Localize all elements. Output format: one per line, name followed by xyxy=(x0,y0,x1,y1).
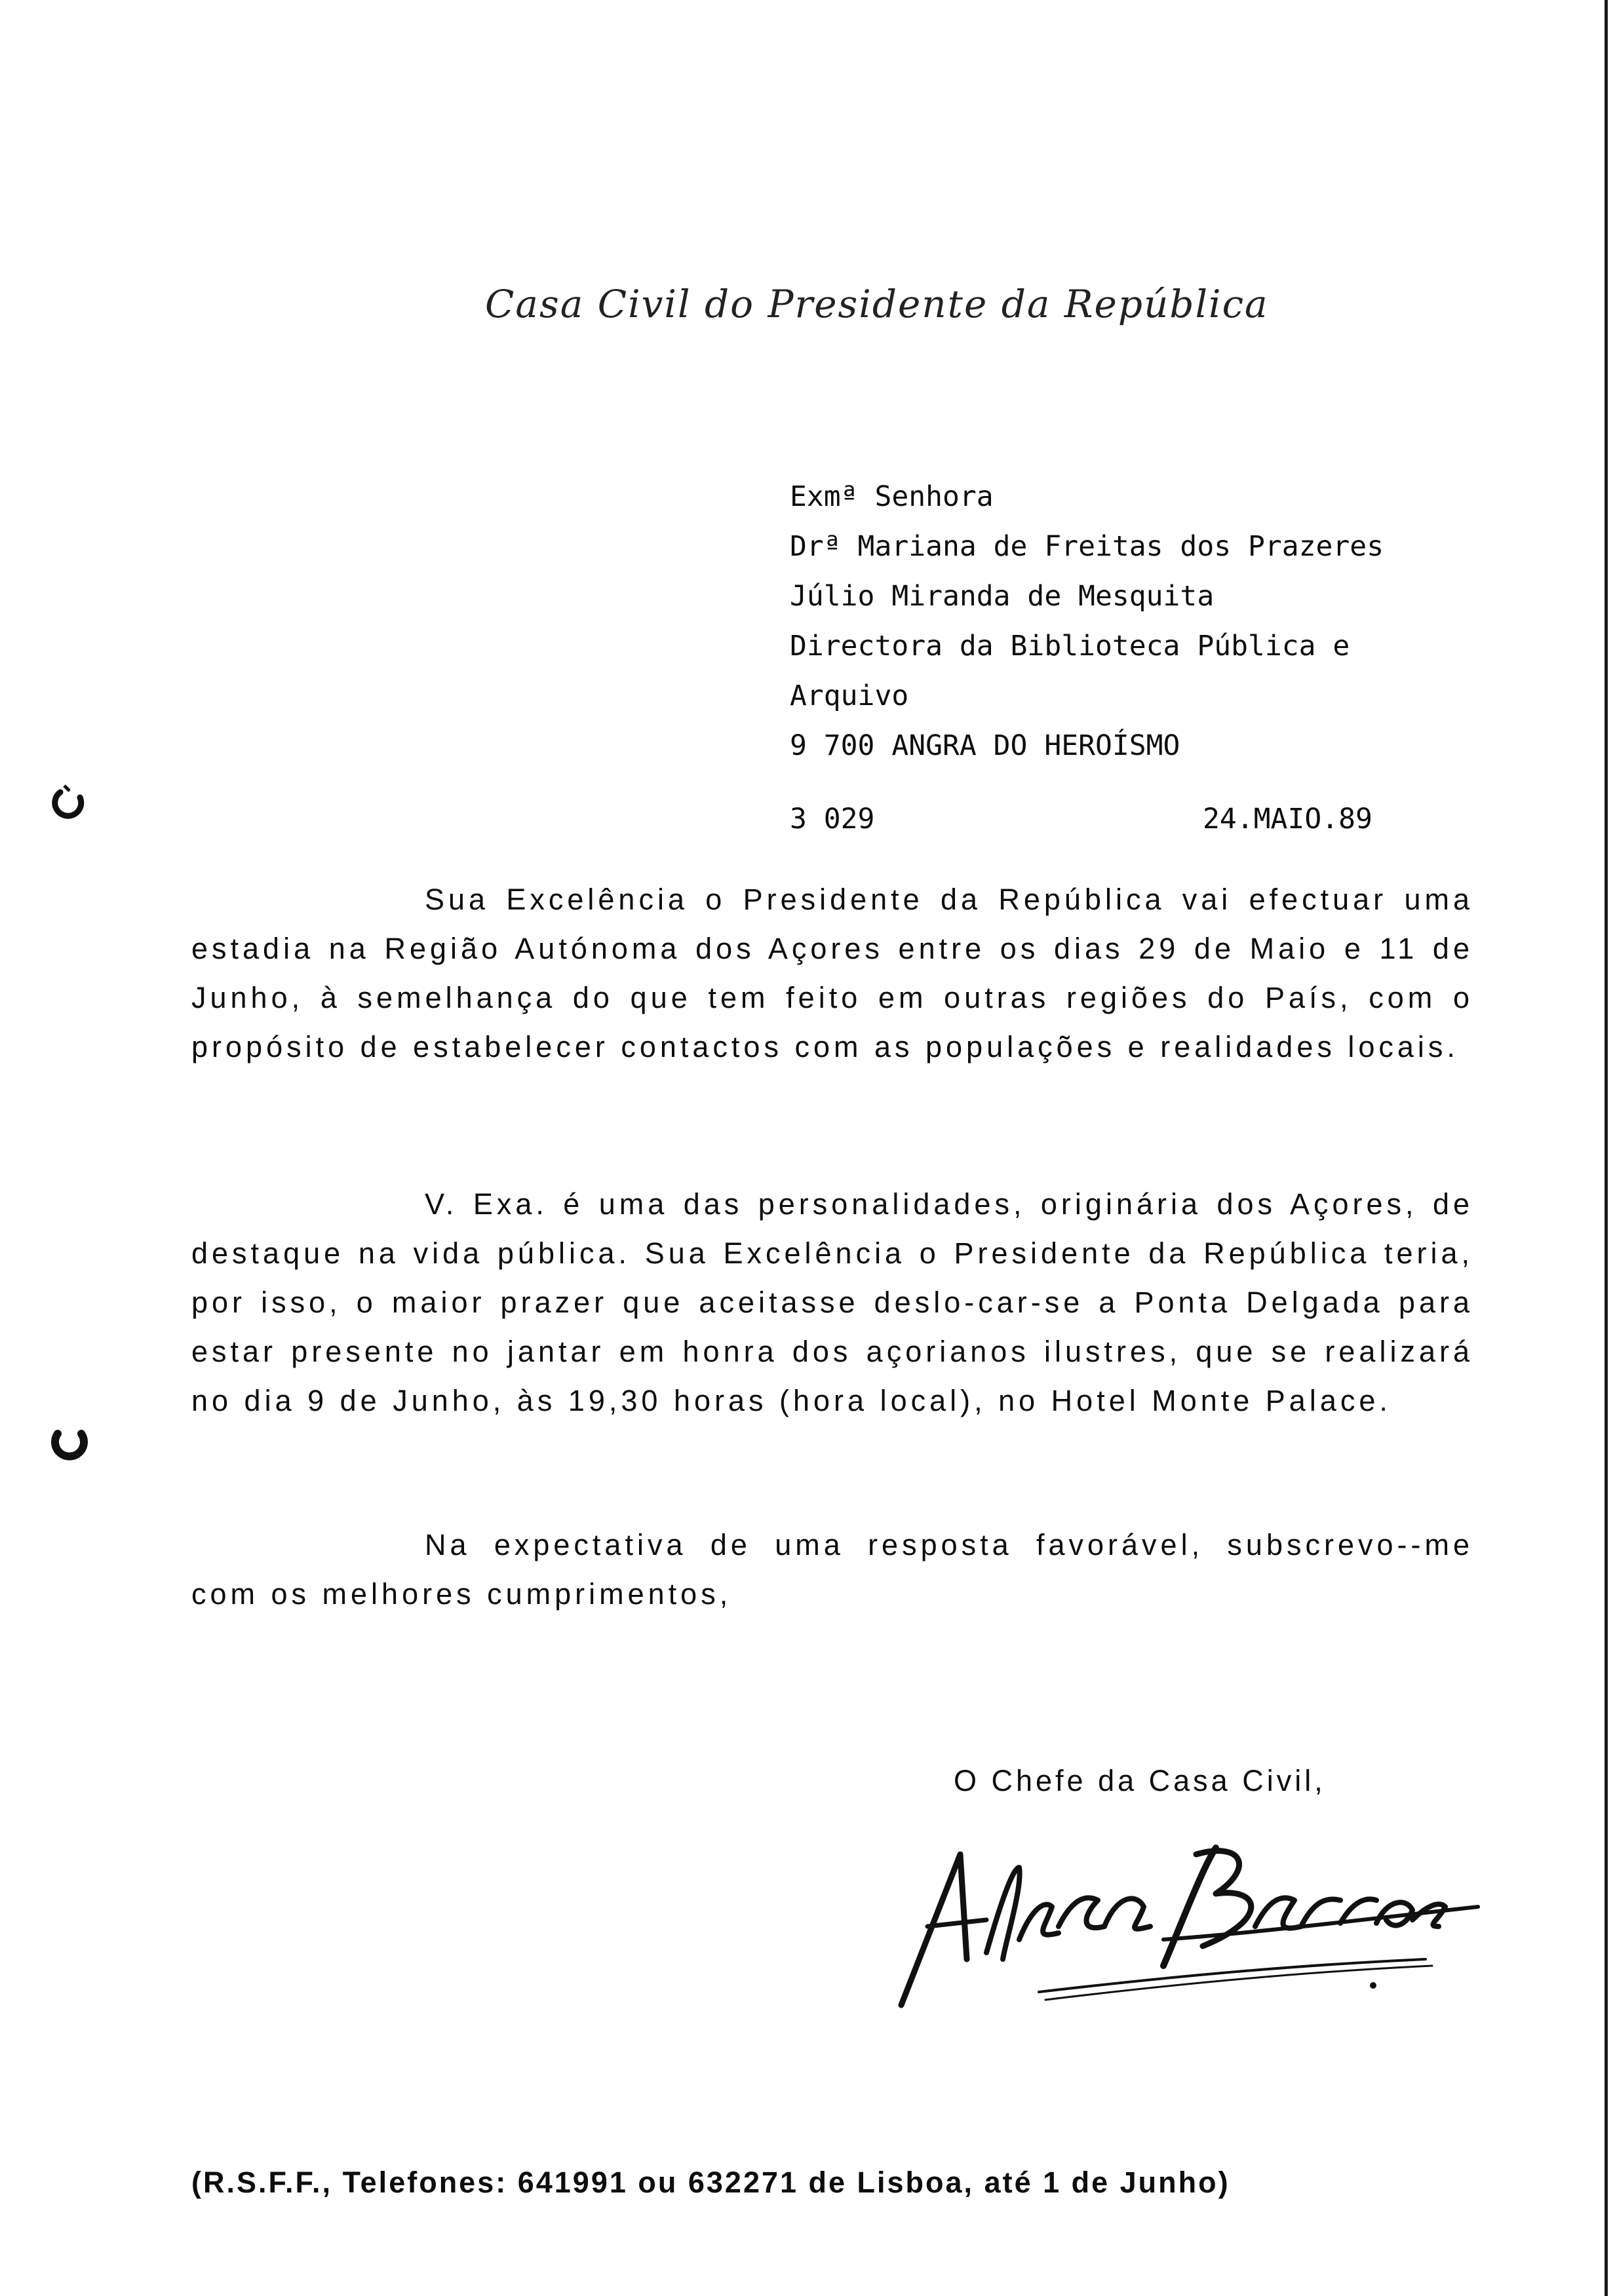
footer-note: (R.S.F.F., Telefones: 641991 ou 632271 de Lisboa, até 1 de Junho) xyxy=(191,2166,1230,2199)
reference-number: 3 029 xyxy=(790,803,875,835)
recipient-address xyxy=(790,472,1384,771)
letter-date: 24.MAIO.89 xyxy=(1203,803,1372,835)
page-edge-line xyxy=(1605,0,1608,2296)
address-line: Directora da Biblioteca Pública e xyxy=(790,630,1350,662)
letterhead: Casa Civil do Presidente da República xyxy=(485,282,1269,326)
paragraph-text: Sua Excelência o Presidente da República vai efectuar uma estadia na Região Autónoma dos Açores entre os dias 29 de Maio e 11 de Junho, à semelhança do que tem feito em outras regiões do País, com o propósito de estabelecer contactos com as populações e realidades locais. xyxy=(191,883,1473,1063)
paragraph-3 xyxy=(191,1520,1473,1618)
address-line: Júlio Miranda de Mesquita xyxy=(790,580,1215,613)
paragraph-2 xyxy=(191,1179,1473,1425)
paragraph-text: V. Exa. é uma das personalidades, originária dos Açores, de destaque na vida pública. Sua Excelência o Presidente da República teria, por isso, o maior prazer que aceitasse deslo-car-se a Ponta Delgada para estar presente no jantar em honra dos açorianos ilustres, que se realizará no dia 9 de Junho, às 19,30 horas (hora local), no Hotel Monte Palace. xyxy=(191,1187,1473,1417)
paragraph-text: Na expectativa de uma resposta favorável, subscrevo--me com os melhores cumprimentos, xyxy=(191,1528,1473,1611)
address-line: Drª Mariana de Freitas dos Prazeres xyxy=(790,530,1384,563)
closing-title: O Chefe da Casa Civil, xyxy=(954,1764,1326,1797)
paragraph-1 xyxy=(191,875,1473,1071)
address-line: Arquivo xyxy=(790,679,909,712)
handwritten-signature xyxy=(888,1828,1491,2025)
address-line: Exmª Senhora xyxy=(790,480,994,513)
address-line: 9 700 ANGRA DO HEROÍSMO xyxy=(790,729,1180,762)
punch-hole-mark xyxy=(50,1422,89,1461)
punch-hole-mark xyxy=(50,783,89,822)
